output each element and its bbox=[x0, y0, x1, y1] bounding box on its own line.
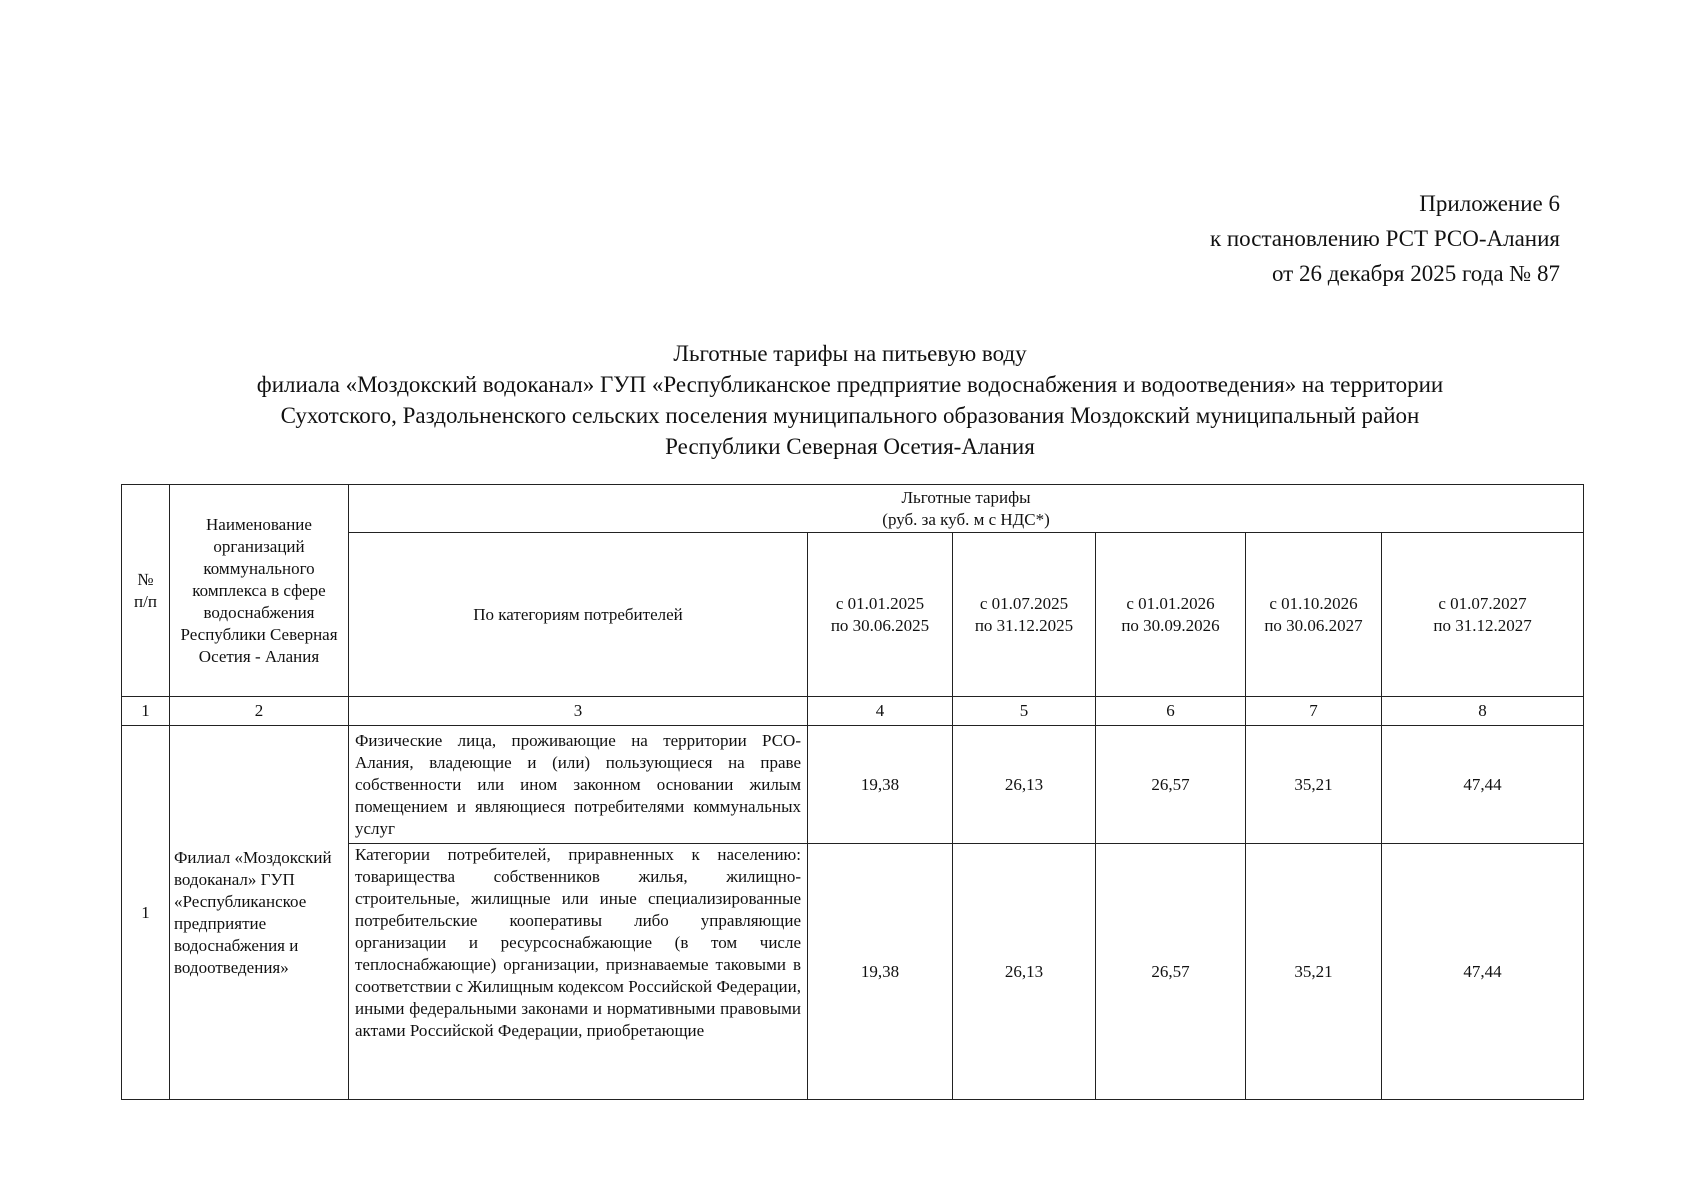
header-period-5: с 01.07.2027 по 31.12.2027 bbox=[1382, 533, 1584, 697]
tariff-value: 35,21 bbox=[1246, 726, 1382, 844]
header-period-4: с 01.10.2026 по 30.06.2027 bbox=[1246, 533, 1382, 697]
category-description-2: Категории потребителей, приравненных к населению: товарищества собственников жилья, жилищно-строительные, жилищные или иные специализированные потребительские кооперативы либо управляющие организации и ресурсоснабжающие (в том числе теплоснабжающие) организации, признаваемые таковыми в соответствии с Жилищным кодексом Российской Федерации, иными федеральными законами и нормативными правовыми актами Российской Федерации, приобретающие bbox=[349, 844, 808, 1100]
title-line-1: Льготные тарифы на питьевую воду bbox=[673, 341, 1027, 366]
column-number: 4 bbox=[808, 697, 953, 726]
title-line-2: филиала «Моздокский водоканал» ГУП «Республиканское предприятие водоснабжения и водоотведения» на территории bbox=[256, 372, 1444, 397]
title-line-3: Сухотского, Раздольненского сельских поселения муниципального образования Моздокский муниципальный район bbox=[280, 403, 1420, 428]
column-number: 3 bbox=[349, 697, 808, 726]
title-line-4: Республики Северная Осетия-Алания bbox=[665, 434, 1035, 459]
column-number: 1 bbox=[122, 697, 170, 726]
column-number: 2 bbox=[170, 697, 349, 726]
header-period-1: с 01.01.2025 по 30.06.2025 bbox=[808, 533, 953, 697]
document-title bbox=[150, 338, 1550, 462]
category-description-1: Физические лица, проживающие на территории РСО-Алания, владеющие и (или) пользующиеся на праве собственности или ином законном основании жилым помещением и являющиеся потребителями коммунальных услуг bbox=[349, 726, 808, 844]
column-number: 8 bbox=[1382, 697, 1584, 726]
appendix-line-3: от 26 декабря 2025 года № 87 bbox=[1271, 261, 1560, 286]
tariff-value: 47,44 bbox=[1382, 844, 1584, 1100]
header-organization: Наименование организаций коммунального комплекса в сфере водоснабжения Республики Северная Осетия - Алания bbox=[170, 485, 349, 697]
header-period-2: с 01.07.2025 по 31.12.2025 bbox=[953, 533, 1096, 697]
tariff-value: 26,13 bbox=[953, 844, 1096, 1100]
appendix-line-2: к постановлению РСТ РСО-Алания bbox=[1209, 226, 1560, 251]
column-number: 6 bbox=[1096, 697, 1246, 726]
organization-name: Филиал «Моздокский водоканал» ГУП «Республиканское предприятие водоснабжения и водоотведения» bbox=[170, 726, 349, 1100]
tariff-value: 19,38 bbox=[808, 844, 953, 1100]
header-period-3: с 01.01.2026 по 30.09.2026 bbox=[1096, 533, 1246, 697]
tariff-value: 26,57 bbox=[1096, 844, 1246, 1100]
header-category: По категориям потребителей bbox=[349, 533, 808, 697]
header-number: № п/п bbox=[122, 485, 170, 697]
column-number: 7 bbox=[1246, 697, 1382, 726]
column-number: 5 bbox=[953, 697, 1096, 726]
appendix-line-1: Приложение 6 bbox=[1419, 191, 1560, 216]
tariffs-table bbox=[121, 484, 1584, 1100]
row-number: 1 bbox=[122, 726, 170, 1100]
tariff-value: 26,13 bbox=[953, 726, 1096, 844]
appendix-block bbox=[1040, 186, 1560, 291]
header-tariffs: Льготные тарифы (руб. за куб. м с НДС*) bbox=[349, 485, 1584, 533]
tariff-value: 35,21 bbox=[1246, 844, 1382, 1100]
column-numbers-row bbox=[122, 697, 1584, 726]
tariff-value: 26,57 bbox=[1096, 726, 1246, 844]
tariff-value: 47,44 bbox=[1382, 726, 1584, 844]
table-row bbox=[122, 726, 1584, 844]
tariff-value: 19,38 bbox=[808, 726, 953, 844]
